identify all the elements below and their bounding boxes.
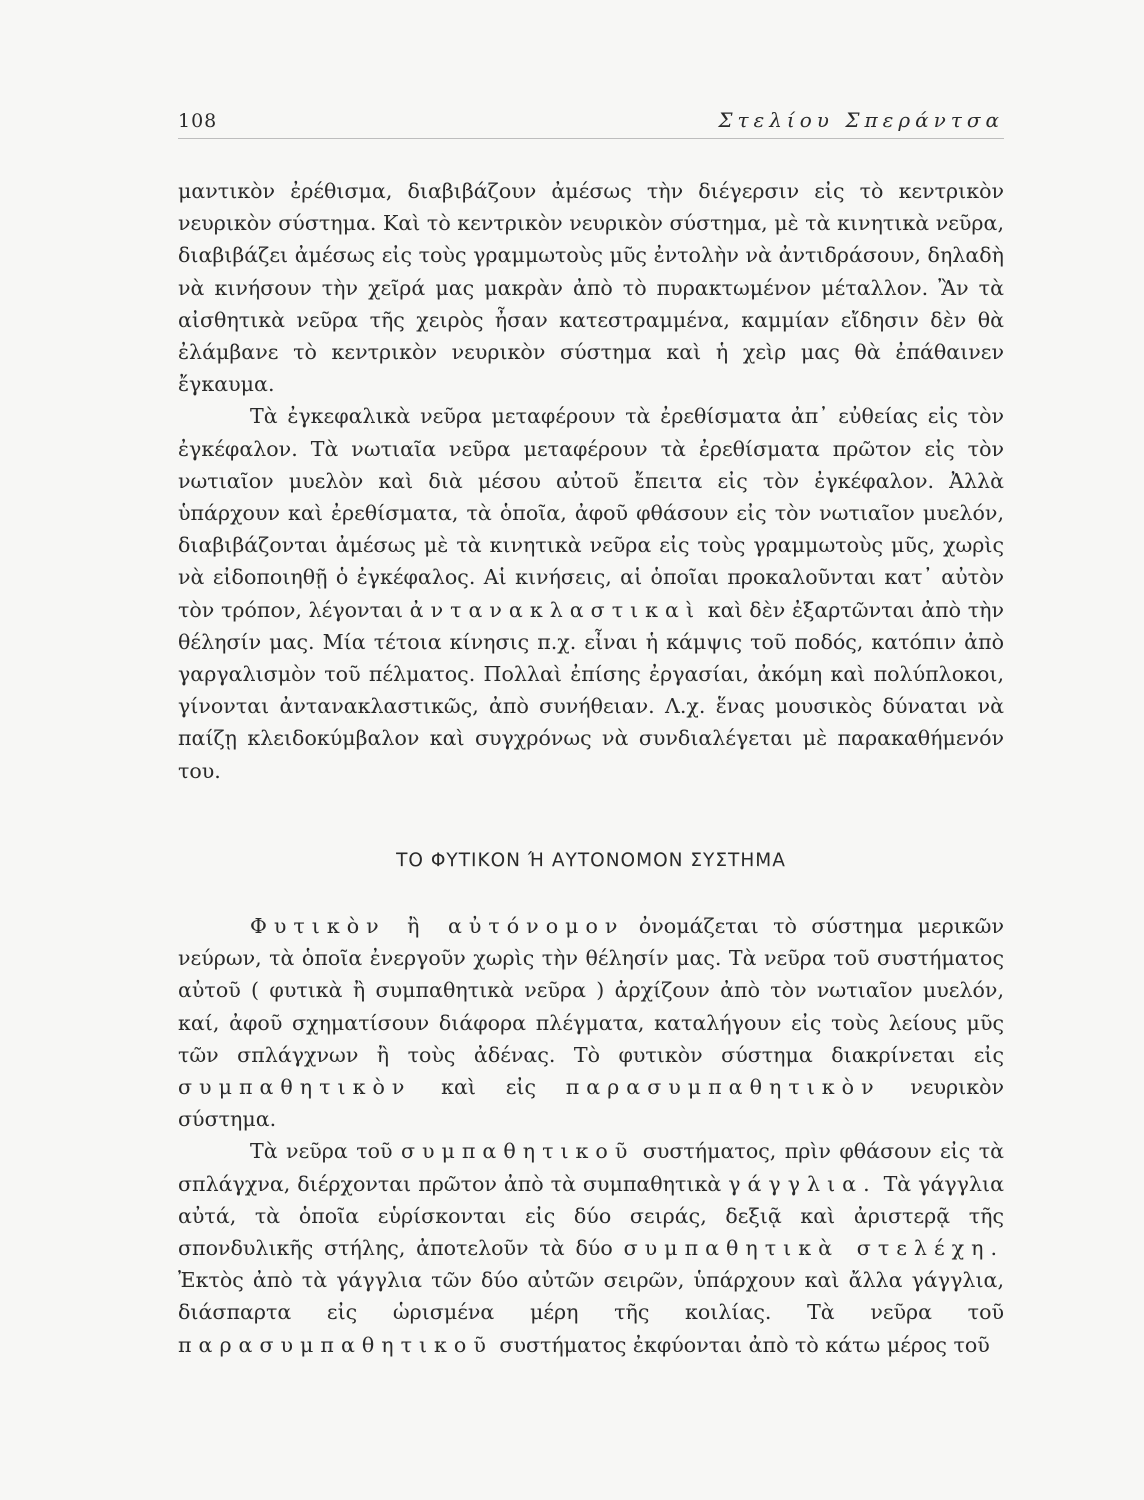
paragraph: Τὰ νεῦρα τοῦ συμπαθητικοῦ συστήματος, πρὶν φθάσουν εἰς τὰ σπλάγχνα, διέρχονται πρῶτον ἀπὸ τὰ συμπαθητικὰ γάγγλια. Τὰ γάγγλια αὐτά, τὰ ὁποῖα εὑρίσκονται εἰς δύο σειράς, δεξιᾷ καὶ ἀριστερᾷ τῆς σπονδυλικῆς στήλης, ἀποτελοῦν τὰ δύο συμπαθητικὰ στελέχη. Ἐκτὸς ἀπὸ τὰ γάγγλια τῶν δύο αὐτῶν σειρῶν, ὑπάρχουν καὶ ἄλλα γάγγλια, διάσπαρτα εἰς ὡρισμένα μέρη τῆς κοιλίας. Τὰ νεῦρα τοῦ παρασυμπαθητικοῦ συστήματος ἐκφύονται ἀπὸ τὸ κάτω μέρος τοῦ [178, 1139, 1005, 1357]
spaced-term: παρασυμπαθητικὸν [565, 1075, 881, 1100]
spaced-term: γάγγλια. [728, 1171, 877, 1196]
running-head: Στελίου Σπεράντσα [718, 108, 1004, 132]
paragraph: μαντικὸν ἐρέθισμα, διαβιβάζουν ἀμέσως τὴν διέγερσιν εἰς τὸ κεντρικὸν νευρικὸν σύστημα. Καὶ τὸ κεντρικὸν νευρικὸν σύστημα, μὲ τὰ κινητικὰ νεῦρα, διαβιβάζει ἀμέσως εἰς τοὺς γραμμωτοὺς μῦς ἐντολὴν νὰ ἀντιδράσουν, δηλαδὴ νὰ κινήσουν τὴν χεῖρά μας μακρὰν ἀπὸ τὸ πυρακτωμένον μέταλλον. Ἂν τὰ αἰσθητικὰ νεῦρα τῆς χειρὸς ἦσαν κατεστραμμένα, καμμίαν εἴδησιν δὲν θὰ ἐλάμβανε τὸ κεντρικὸν νευρικὸν σύστημα καὶ ἡ χεὶρ μας θὰ ἐπάθαινεν ἔγκαυμα. [178, 179, 1004, 397]
spaced-term: ἀντανακλαστικαὶ [409, 597, 702, 622]
paragraph: Τὰ ἐγκεφαλικὰ νεῦρα μεταφέρουν τὰ ἐρεθίσματα ἀπ᾿ εὐθείας εἰς τὸν ἐγκέφαλον. Τὰ νωτιαῖα νεῦρα μεταφέρουν τὰ ἐρεθίσματα πρῶτον εἰς τὸν νωτιαῖον μυελὸν καὶ διὰ μέσου αὐτοῦ ἔπειτα εἰς τὸν ἐγκέφαλον. Ἀλλὰ ὑπάρχουν καὶ ἐρεθίσματα, τὰ ὁποῖα, ἀφοῦ φθάσουν εἰς τὸν νωτιαῖον μυελόν, διαβιβάζονται ἀμέσως μὲ τὰ κινητικὰ νεῦρα εἰς τοὺς γραμμωτοὺς μῦς, χωρὶς νὰ εἰδοποιηθῇ ὁ ἐγκέφαλος. Αἱ κινήσεις, αἱ ὁποῖαι προκαλοῦνται κατ᾿ αὐτὸν τὸν τρόπον, λέγονται ἀντανακλαστικαὶ καὶ δὲν ἐξαρτῶνται ἀπὸ τὴν θέλησίν μας. Μία τέτοια κίνησις π.χ. εἶναι ἡ κάμψις τοῦ ποδός, κατόπιν ἀπὸ γαργαλισμὸν τοῦ πέλματος. Πολλαὶ ἐπίσης ἐργασίαι, ἀκόμη καὶ πολύπλοκοι, γίνονται ἀντανακλαστικῶς, ἀπὸ συνήθειαν. Λ.χ. ἕνας μουσικὸς δύναται νὰ παίζῃ κλειδοκύμβαλον καὶ συγχρόνως νὰ συνδιαλέγεται μὲ παρακαθήμενόν του. [178, 404, 1004, 783]
section-heading: ΤΟ ΦΥΤΙΚΟΝ Ή ΑΥΤΟΝΟΜΟΝ ΣΥΣΤΗΜΑ [396, 850, 786, 871]
spaced-term: συμπαθητικοῦ [400, 1139, 635, 1164]
paragraph: Φυτικὸν ἢ αὐτόνομον ὀνομάζεται τὸ σύστημα μερικῶν νεύρων, τὰ ὁποῖα ἐνεργοῦν χωρὶς τὴν θέλησίν μας. Τὰ νεῦρα τοῦ συστήματος αὐτοῦ ( φυτικὰ ἢ συμπαθητικὰ νεῦρα ) ἀρχίζουν ἀπὸ τὸν νωτιαῖον μυελόν, καί, ἀφοῦ σχηματίσουν διάφορα πλέγματα, καταλήγουν εἰς τοὺς λείους μῦς τῶν σπλάγχνων ἢ τοὺς ἀδένας. Τὸ φυτικὸν σύστημα διακρίνεται εἰς συμπαθητικὸν καὶ εἰς παρασυμπαθητικὸν νευρικὸν σύστημα. [178, 914, 1005, 1132]
spaced-term: συμπαθητικὸν [178, 1075, 412, 1100]
page-header [178, 104, 1004, 139]
section-body-nervous-system [178, 175, 1004, 787]
page-number: 108 [178, 110, 218, 132]
spaced-term: Φυτικὸν ἢ αὐτόνομον [250, 914, 625, 938]
spaced-term: συμπαθητικὰ στελέχη. [623, 1236, 1005, 1261]
spaced-term: παρασυμπαθητικοῦ [178, 1332, 493, 1357]
section-body-autonomic-system [178, 910, 1004, 1361]
